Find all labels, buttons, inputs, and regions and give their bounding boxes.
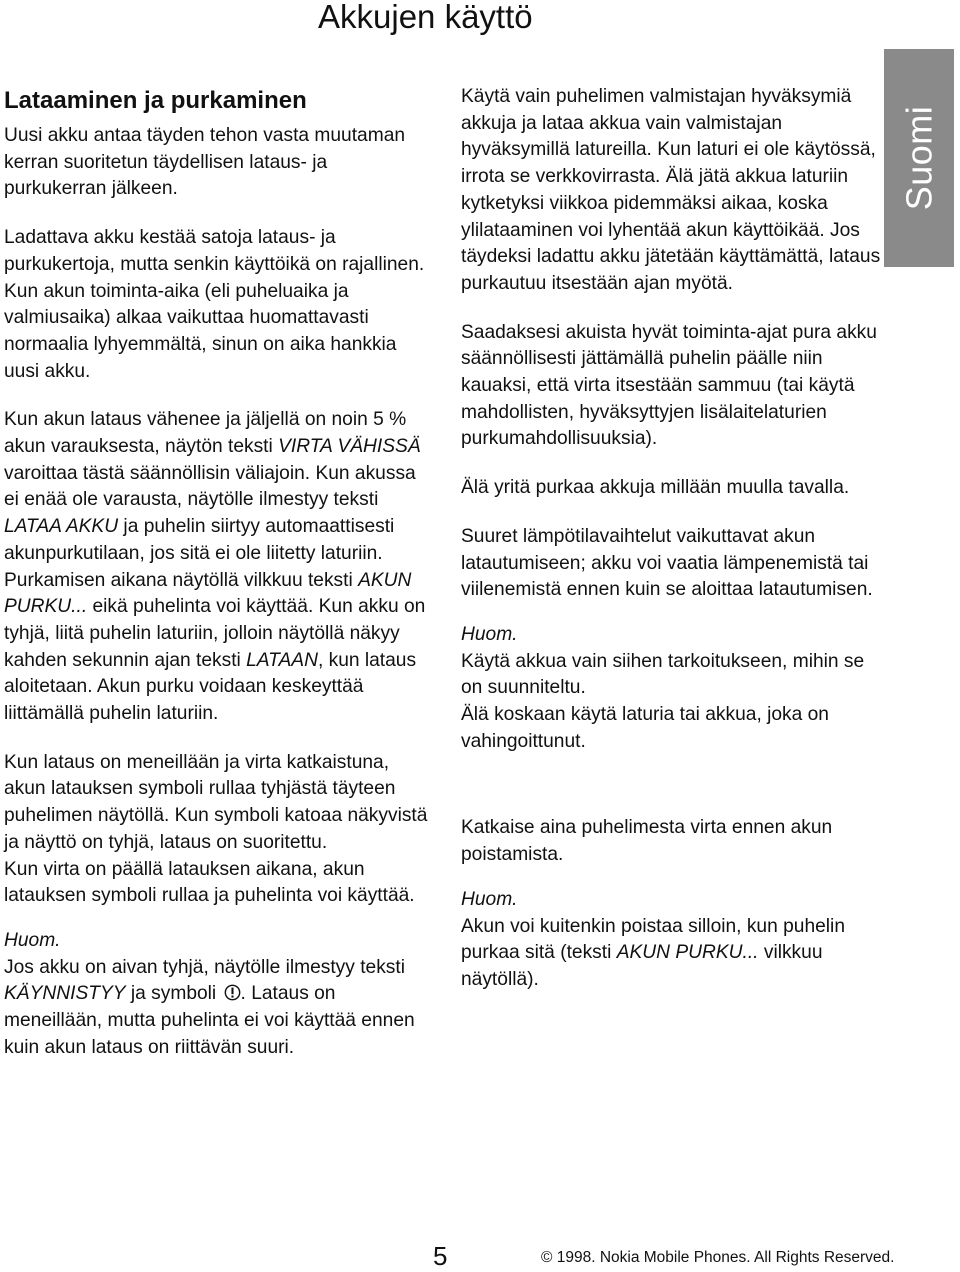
paragraph-intended-use: Käytä akkua vain siihen tarkoitukseen, mihin se on suunniteltu. xyxy=(461,650,865,699)
paragraph-battery-lifetime: Ladattava akku kestää satoja lataus- ja purkukertoja, mutta senkin käyttöikä on rajallinen. Kun akun toiminta-aika (eli puheluaika ja valmiusaika) alkaa vaikuttaa huomattavasti normaalia lyhyemmältä, sinun on aika hankkia uusi akku. xyxy=(4,227,425,382)
note-label: Huom. xyxy=(461,623,518,645)
paragraph-no-other-discharge: Älä yritä purkaa akkuja millään muulla tavalla. xyxy=(461,477,850,499)
copyright-notice: © 1998. Nokia Mobile Phones. All Rights Reserved. xyxy=(541,1249,895,1266)
text: vilkkuu näytöllä). xyxy=(461,942,823,990)
text: . Lataus on meneillään, mutta puhelinta ei voi käyttää ennen kuin akun lataus on riittävän suuri. xyxy=(4,983,415,1058)
text: eikä puhelinta voi käyttää. Kun akku on tyhjä, liitä puhelin laturiin, jolloin näytöllä näkyy kahden sekunnin ajan teksti xyxy=(4,596,426,671)
text: Jos akku on aivan tyhjä, näytölle ilmestyy teksti xyxy=(4,956,405,978)
display-text-charge-battery: LATAA AKKU xyxy=(4,516,119,538)
display-text-discharging: AKUN PURKU... xyxy=(4,569,412,618)
note-label: Huom. xyxy=(4,929,61,951)
text: Akun voi kuitenkin poistaa silloin, kun puhelin purkaa sitä (teksti xyxy=(461,915,845,964)
display-text-charging: LATAAN xyxy=(246,649,318,671)
paragraph-discharge-regularly: Saadaksesi akuista hyvät toiminta-ajat pura akku säännöllisesti jättämällä puhelin päälle niin kauaksi, että virta itsestään sammuu (tai käytä mahdollisten, hyväksyttyjen lisälaitelaturien purkumahdollisuuksia). xyxy=(461,321,877,450)
paragraph-remove-during-discharge xyxy=(461,914,881,994)
paragraph-approved-batteries: Käytä vain puhelimen valmistajan hyväksymiä akkuja ja lataa akkua vain valmistajan hyväksymillä latureilla. Kun laturi ei ole käytössä, irrota se verkkovirrasta. Älä jätä akkua laturiin kytketyksi viikkoa pidemmäksi aikaa, koska ylilataaminen voi lyhentää akun käyttöikää. Jos täydeksi ladattu akku jätetään käyttämättä, lataus purkautuu itsestään ajan myötä. xyxy=(461,86,881,294)
paragraph-charging-off: Kun lataus on meneillään ja virta katkaistuna, akun latauksen symboli rullaa tyhjästä täyteen puhelimen näytöllä. Kun symboli katoaa näkyvistä ja näyttö on tyhjä, lataus on suoritettu. xyxy=(4,751,428,853)
paragraph-low-battery xyxy=(4,407,434,727)
display-text-starting: KÄYNNISTYY xyxy=(4,983,126,1005)
left-column xyxy=(4,86,434,1062)
text: ja puhelin siirtyy automaattisesti akunpurkutilaan, jos sitä ei ole liitetty laturiin. Purkamisen aikana näytöllä vilkkuu teksti xyxy=(4,516,395,591)
language-tab xyxy=(884,49,954,267)
display-text-low-battery: VIRTA VÄHISSÄ xyxy=(278,436,421,458)
paragraph-temperature: Suuret lämpötilavaihtelut vaikuttavat akun latautumiseen; akku voi vaatia lämpenemistä tai viilenemistä ennen kuin se aloittaa latautumisen. xyxy=(461,525,873,601)
language-tab-label: Suomi xyxy=(898,105,940,211)
paragraph-new-battery: Uusi akku antaa täyden tehon vasta muutaman kerran suoritetun täydellisen lataus- ja purkukerran jälkeen. xyxy=(4,125,406,200)
paragraph-empty-battery xyxy=(4,955,434,1062)
text: ja symboli xyxy=(125,983,222,1005)
text: Kun akun lataus vähenee ja jäljellä on noin 5 % akun varauksesta, näytön teksti xyxy=(4,409,407,458)
paragraph-switch-off: Katkaise aina puhelimesta virta ennen akun poistamista. xyxy=(461,817,833,866)
display-text-discharging: AKUN PURKU... xyxy=(616,942,759,964)
charging-symbol-icon xyxy=(224,984,241,1001)
section-heading: Lataaminen ja purkaminen xyxy=(4,87,307,114)
paragraph-charging-on: Kun virta on päällä latauksen aikana, akun latauksen symboli rullaa ja puhelinta voi käyttää. xyxy=(4,858,415,907)
text: varoittaa tästä säännöllisin väliajoin. Kun akussa ei enää ole varausta, näytölle ilmestyy teksti xyxy=(4,462,416,511)
page-title: Akkujen käyttö xyxy=(318,0,533,35)
right-column xyxy=(461,84,881,994)
note-label: Huom. xyxy=(461,888,518,910)
page-number: 5 xyxy=(433,1241,448,1271)
paragraph-damaged-charger: Älä koskaan käytä laturia tai akkua, joka on vahingoittunut. xyxy=(461,704,829,752)
text: , kun lataus aloitetaan. Akun purku voidaan keskeyttää liittämällä puhelin laturiin. xyxy=(4,649,417,725)
